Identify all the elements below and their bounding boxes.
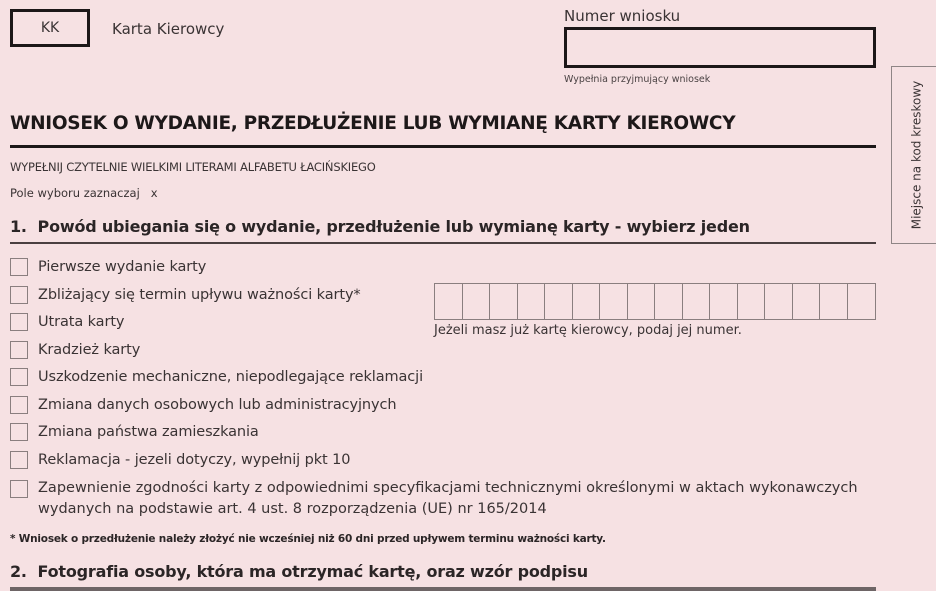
card-type-code-box (10, 9, 90, 47)
card-number-cell[interactable] (435, 284, 463, 319)
card-number-field[interactable] (434, 283, 876, 320)
card-number-cell[interactable] (738, 284, 766, 319)
form-title: WNIOSEK O WYDANIE, PRZEDŁUŻENIE LUB WYMIANĘ KARTY KIEROWCY (10, 113, 736, 134)
section-1-heading: 1. Powód ubiegania się o wydanie, przedłużenie lub wymianę karty - wybierz jeden (10, 217, 750, 236)
barcode-area-label-wrap (891, 66, 936, 244)
option-label-line2: wydanych na podstawie art. 4 ust. 8 rozporządzenia (UE) nr 165/2014 (38, 501, 547, 517)
checkbox[interactable] (10, 341, 28, 359)
option-residence-change[interactable] (10, 423, 259, 441)
card-type-code: KK (40, 20, 60, 36)
section-1-divider (10, 242, 876, 244)
card-number-hint: Jeżeli masz już kartę kierowcy, podaj jej numer. (434, 323, 742, 338)
option-label: Zbliżający się termin upływu ważności karty* (38, 287, 361, 303)
card-number-cell[interactable] (545, 284, 573, 319)
option-complaint[interactable] (10, 451, 350, 469)
option-label: Kradzież karty (38, 342, 141, 358)
checkbox[interactable] (10, 396, 28, 414)
section-2-heading: 2. Fotografia osoby, która ma otrzymać kartę, oraz wzór podpisu (10, 562, 588, 581)
application-number-label: Numer wniosku (564, 7, 681, 25)
checkbox[interactable] (10, 423, 28, 441)
checkbox[interactable] (10, 480, 28, 498)
card-number-cell[interactable] (600, 284, 628, 319)
barcode-area-label: Miejsce na kod kreskowy (909, 80, 923, 230)
card-number-cell[interactable] (793, 284, 821, 319)
application-number-field[interactable] (564, 27, 876, 68)
option-lost[interactable] (10, 313, 124, 331)
option-data-change[interactable] (10, 396, 396, 414)
card-number-cell[interactable] (683, 284, 711, 319)
card-number-cell[interactable] (573, 284, 601, 319)
checkbox[interactable] (10, 451, 28, 469)
option-label: Uszkodzenie mechaniczne, niepodlegające reklamacji (38, 369, 424, 385)
card-number-cell[interactable] (518, 284, 546, 319)
option-first-issue[interactable] (10, 258, 206, 276)
card-number-cell[interactable] (490, 284, 518, 319)
section-2-divider (10, 587, 876, 591)
option-label: Zapewnienie zgodności karty z odpowiednimi specyfikacjami technicznymi określonymi w aktach wykonawczych (38, 480, 858, 496)
card-number-cell[interactable] (628, 284, 656, 319)
title-divider (10, 145, 876, 148)
checkbox[interactable] (10, 313, 28, 331)
card-number-cell[interactable] (765, 284, 793, 319)
option-label: Zmiana danych osobowych lub administracyjnych (38, 397, 397, 413)
application-number-hint: Wypełnia przyjmujący wniosek (564, 74, 711, 85)
fill-instruction: WYPEŁNIJ CZYTELNIE WIELKIMI LITERAMI ALFABETU ŁACIŃSKIEGO (10, 160, 376, 174)
card-number-cell[interactable] (655, 284, 683, 319)
card-number-cell[interactable] (463, 284, 491, 319)
checkbox[interactable] (10, 368, 28, 386)
option-compliance[interactable] (10, 478, 858, 520)
checkbox[interactable] (10, 258, 28, 276)
option-label: Zmiana państwa zamieszkania (38, 424, 259, 440)
card-number-cell[interactable] (820, 284, 848, 319)
option-label: Utrata karty (38, 314, 125, 330)
card-type-label: Karta Kierowcy (112, 20, 225, 38)
card-number-cell[interactable] (710, 284, 738, 319)
checkbox[interactable] (10, 286, 28, 304)
option-label: Pierwsze wydanie karty (38, 259, 207, 275)
footnote: * Wniosek o przedłużenie należy złożyć nie wcześniej niż 60 dni przed upływem terminu ważności karty. (10, 533, 606, 545)
mark-instruction: Pole wyboru zaznaczaj x (10, 186, 158, 200)
option-expiry[interactable] (10, 286, 361, 304)
option-label: Reklamacja - jezeli dotyczy, wypełnij pkt 10 (38, 452, 351, 468)
card-number-cell[interactable] (848, 284, 876, 319)
option-stolen[interactable] (10, 341, 140, 359)
option-damaged[interactable] (10, 368, 423, 386)
